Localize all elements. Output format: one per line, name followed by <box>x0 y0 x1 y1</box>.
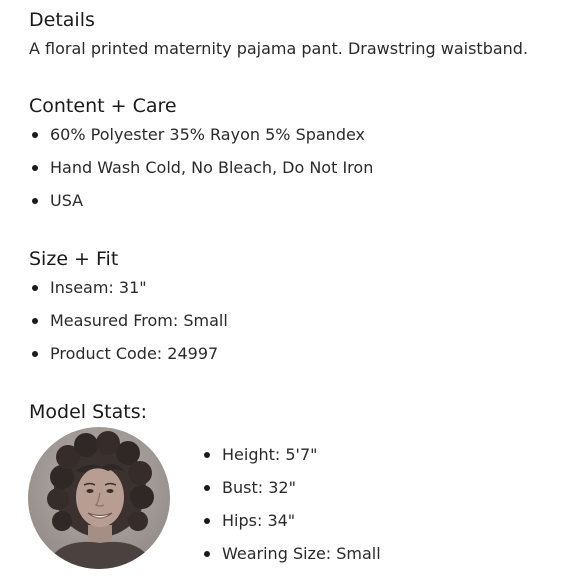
list-item <box>29 190 373 223</box>
list-item <box>201 444 381 477</box>
bullet-dot <box>204 518 210 524</box>
bullet-dot <box>204 485 210 491</box>
bullet-dot <box>32 198 38 204</box>
size-fit-item: Measured From: Small <box>50 311 228 330</box>
content-care-heading: Content + Care <box>29 95 177 117</box>
list-item <box>29 277 228 310</box>
size-fit-list <box>29 277 228 376</box>
model-stat-item: Wearing Size: Small <box>222 544 381 563</box>
bullet-dot <box>204 551 210 557</box>
content-care-item: USA <box>50 191 84 210</box>
model-portrait-illustration <box>28 427 170 569</box>
bullet-dot <box>204 452 210 458</box>
details-description: A floral printed maternity pajama pant. Drawstring waistband. <box>29 39 529 58</box>
list-item <box>201 477 381 510</box>
size-fit-heading: Size + Fit <box>29 248 119 270</box>
model-photo <box>28 427 170 569</box>
model-stats-heading: Model Stats: <box>29 401 147 423</box>
list-item <box>201 543 381 576</box>
list-item <box>29 124 373 157</box>
size-fit-item: Product Code: 24997 <box>50 344 219 363</box>
model-stats-list <box>201 444 381 576</box>
bullet-dot <box>32 351 38 357</box>
content-care-item: Hand Wash Cold, No Bleach, Do Not Iron <box>50 158 374 177</box>
details-heading: Details <box>29 9 95 31</box>
list-item <box>201 510 381 543</box>
content-care-list <box>29 124 373 223</box>
list-item <box>29 310 228 343</box>
model-stat-item: Hips: 34" <box>222 511 296 530</box>
size-fit-item: Inseam: 31" <box>50 278 147 297</box>
model-stat-item: Height: 5'7" <box>222 445 318 464</box>
model-stat-item: Bust: 32" <box>222 478 296 497</box>
list-item <box>29 157 373 190</box>
bullet-dot <box>32 165 38 171</box>
bullet-dot <box>32 285 38 291</box>
bullet-dot <box>32 318 38 324</box>
list-item <box>29 343 228 376</box>
content-care-item: 60% Polyester 35% Rayon 5% Spandex <box>50 125 366 144</box>
bullet-dot <box>32 132 38 138</box>
